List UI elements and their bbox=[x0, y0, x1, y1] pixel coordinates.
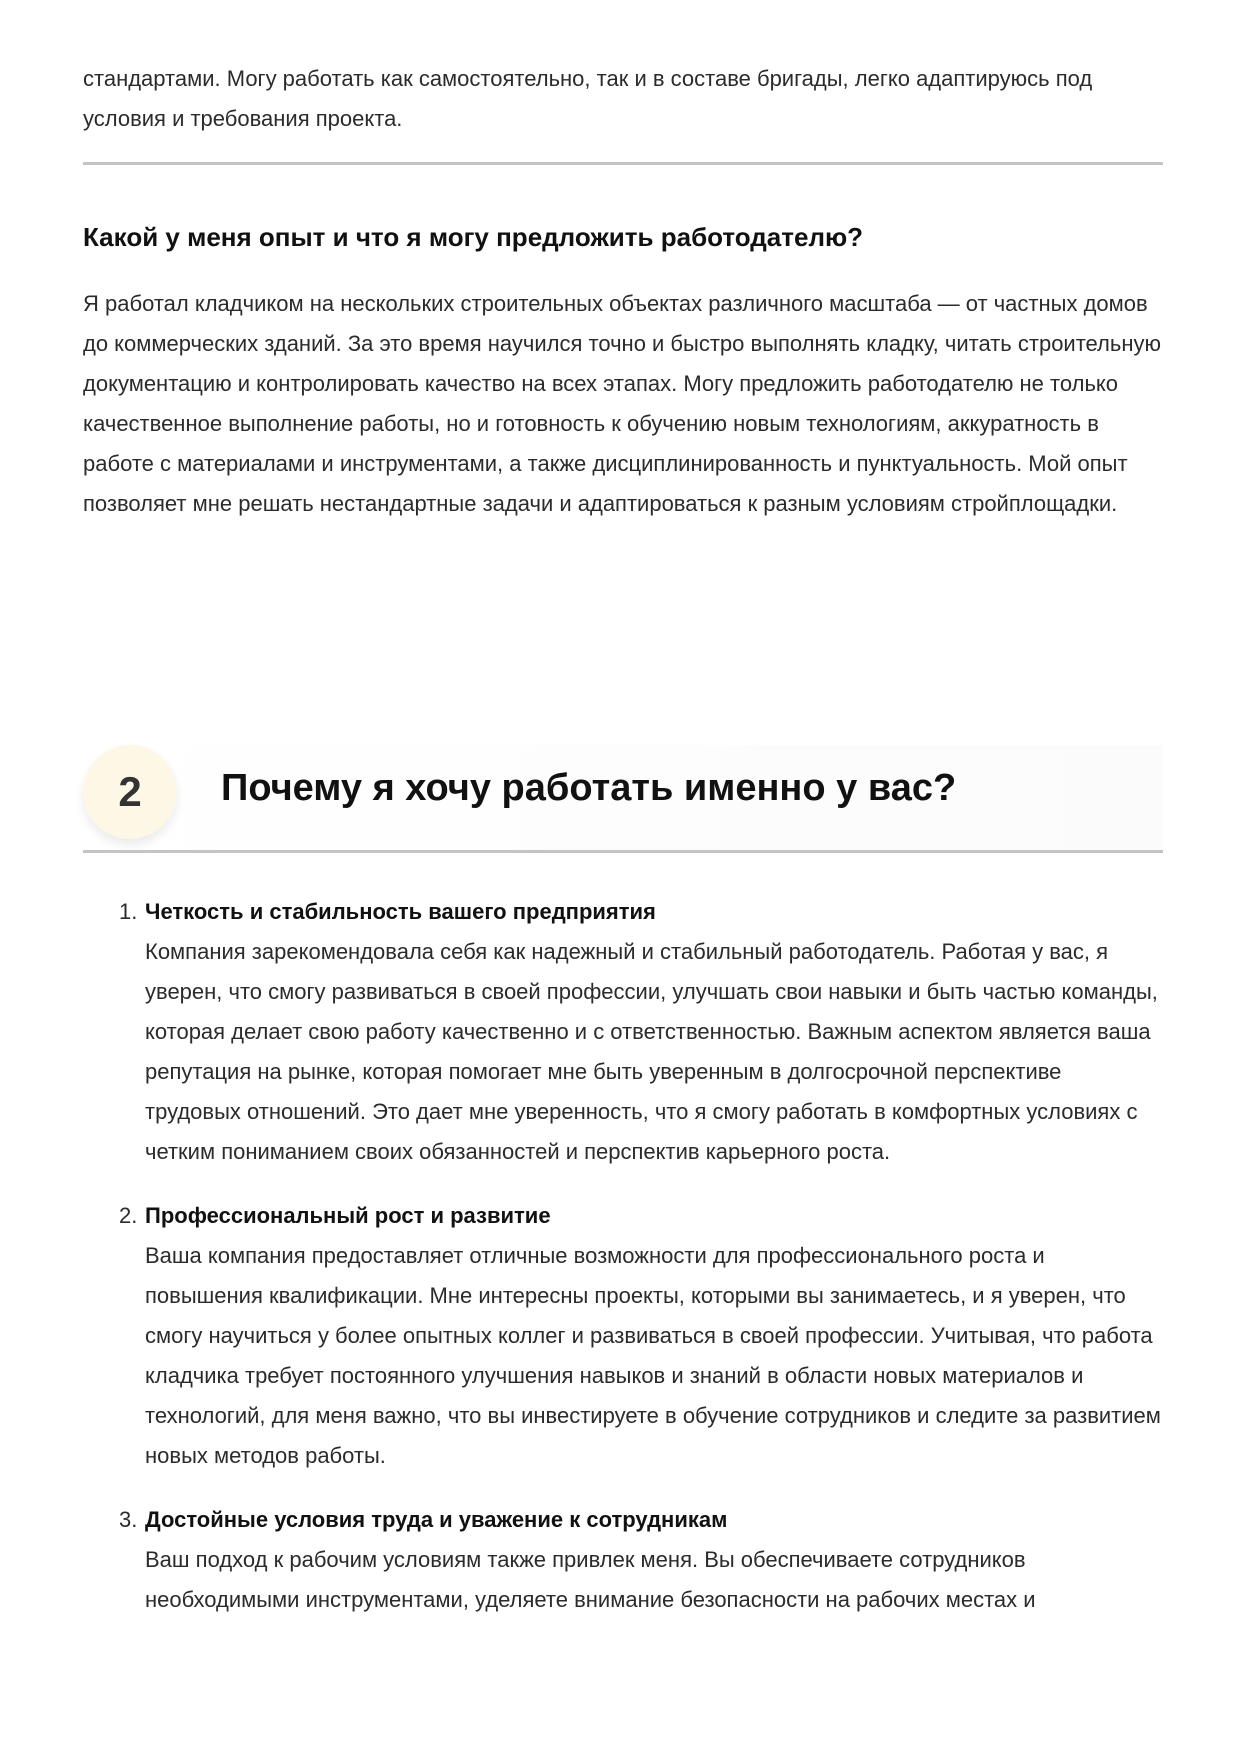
experience-paragraph: Я работал кладчиком на нескольких строительных объектах различного масштаба — от частных домов до коммерческих зданий. За это время научился точно и быстро выполнять кладку, читать строительную документацию и контролировать качество на всех этапах. Могу предложить работодателю не только качественное выполнение работы, но и готовность к обучению новым технологиям, аккуратность в работе с материалами и инструментами, а также дисциплинированность и пунктуальность. Мой опыт позволяет мне решать нестандартные задачи и адаптироваться к разным условиям стройплощадки. bbox=[83, 291, 1161, 516]
reasons-list-container bbox=[83, 892, 1163, 1644]
divider bbox=[83, 162, 1163, 165]
list-item bbox=[83, 1500, 1163, 1620]
list-item-text: Компания зарекомендовала себя как надежный и стабильный работодатель. Работая у вас, я уверен, что смогу развиваться в своей профессии, улучшать свои навыки и быть частью команды, которая делает свою работу качественно и с ответственностью. Важным аспектом является ваша репутация на рынке, которая помогает мне быть уверенным в долгосрочной перспективе трудовых отношений. Это дает мне уверенность, что я смогу работать в комфортных условиях с четким пониманием своих обязанностей и перспектив карьерного роста. bbox=[145, 939, 1158, 1164]
list-number: 3. bbox=[119, 1507, 138, 1532]
list-item-title: Четкость и стабильность вашего предприятия bbox=[145, 899, 656, 924]
intro-paragraph: стандартами. Могу работать как самостоятельно, так и в составе бригады, легко адаптируюсь под условия и требования проекта. bbox=[83, 66, 1093, 131]
section-2-heading: Почему я хочу работать именно у вас? bbox=[221, 767, 957, 809]
list-item-title: Профессиональный рост и развитие bbox=[145, 1203, 551, 1228]
section-number-badge: 2 bbox=[83, 745, 177, 839]
intro-tail bbox=[83, 59, 1163, 139]
list-number: 2. bbox=[119, 1203, 138, 1228]
list-item bbox=[83, 892, 1163, 1172]
reasons-list bbox=[83, 892, 1163, 1620]
experience-heading: Какой у меня опыт и что я могу предложить работодателю? bbox=[83, 222, 864, 252]
list-number: 1. bbox=[119, 899, 138, 924]
experience-section bbox=[83, 222, 1163, 524]
section-2-divider bbox=[83, 850, 1163, 853]
list-item-title: Достойные условия труда и уважение к сотрудникам bbox=[145, 1507, 728, 1532]
list-item-text: Ваша компания предоставляет отличные возможности для профессионального роста и повышения квалификации. Мне интересны проекты, которыми вы занимаетесь, и я уверен, что смогу научиться у более опытных коллег и развиваться в своей профессии. Учитывая, что работа кладчика требует постоянного улучшения навыков и знаний в области новых материалов и технологий, для меня важно, что вы инвестируете в обучение сотрудников и следите за развитием новых методов работы. bbox=[145, 1243, 1161, 1468]
list-item bbox=[83, 1196, 1163, 1476]
list-item-text: Ваш подход к рабочим условиям также привлек меня. Вы обеспечиваете сотрудников необходимыми инструментами, уделяете внимание безопасности на рабочих местах и bbox=[145, 1547, 1036, 1612]
section-2-header bbox=[83, 745, 1163, 853]
